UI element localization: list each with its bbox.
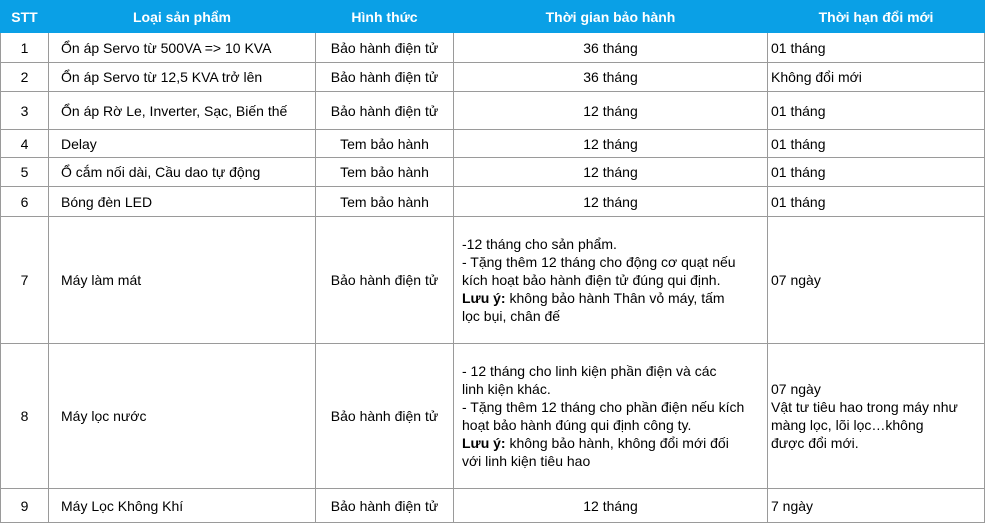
row-form: Bảo hành điện tử <box>316 63 454 92</box>
row-exchange: 01 tháng <box>768 33 985 63</box>
period-line: linh kiện khác. <box>462 381 551 397</box>
period-line: hoạt bảo hành đúng qui định công ty. <box>462 417 692 433</box>
exchange-line: Vật tư tiêu hao trong máy như <box>771 399 958 415</box>
table-row <box>1 92 985 130</box>
period-line: - Tặng thêm 12 tháng cho động cơ quạt nếu <box>462 254 736 270</box>
period-line: - 12 tháng cho linh kiện phần điện và các <box>462 363 717 379</box>
row-product: Ổ cắm nối dài, Cầu dao tự động <box>49 158 316 187</box>
period-line: kích hoạt bảo hành điện tử đúng qui định. <box>462 272 721 288</box>
row-stt: 8 <box>1 344 49 489</box>
row-form: Bảo hành điện tử <box>316 33 454 63</box>
row-product: Ổn áp Rờ Le, Inverter, Sạc, Biến thế <box>49 92 316 130</box>
row-exchange: 01 tháng <box>768 187 985 217</box>
table-row <box>1 187 985 217</box>
row-period: 12 tháng <box>454 187 768 217</box>
note-text: không bảo hành Thân vỏ máy, tấm <box>505 290 725 306</box>
row-exchange: 01 tháng <box>768 158 985 187</box>
row-product: Máy lọc nước <box>49 344 316 489</box>
row-period <box>454 217 768 344</box>
table-row <box>1 489 985 523</box>
row-form: Bảo hành điện tử <box>316 489 454 523</box>
row-product: Bóng đèn LED <box>49 187 316 217</box>
row-product: Máy Lọc Không Khí <box>49 489 316 523</box>
row-form: Tem bảo hành <box>316 130 454 158</box>
row-exchange: Không đổi mới <box>768 63 985 92</box>
row-stt: 7 <box>1 217 49 344</box>
row-exchange: 01 tháng <box>768 92 985 130</box>
row-stt: 9 <box>1 489 49 523</box>
period-note <box>462 289 764 307</box>
header-product: Loại sản phẩm <box>49 1 316 33</box>
row-product: Máy làm mát <box>49 217 316 344</box>
note-label: Lưu ý: <box>462 435 506 451</box>
header-form: Hình thức <box>316 1 454 33</box>
header-exchange: Thời hạn đổi mới <box>768 1 985 33</box>
table-row <box>1 63 985 92</box>
row-exchange <box>768 344 985 489</box>
period-line: - Tặng thêm 12 tháng cho phần điện nếu kích <box>462 399 745 415</box>
row-product: Ổn áp Servo từ 12,5 KVA trở lên <box>49 63 316 92</box>
row-period: 36 tháng <box>454 63 768 92</box>
table-row <box>1 344 985 489</box>
exchange-line: màng lọc, lõi lọc…không <box>771 417 924 433</box>
row-period: 12 tháng <box>454 158 768 187</box>
table-row <box>1 130 985 158</box>
exchange-line: 07 ngày <box>771 381 821 397</box>
row-product: Delay <box>49 130 316 158</box>
period-line: với linh kiện tiêu hao <box>462 453 591 469</box>
row-period: 12 tháng <box>454 92 768 130</box>
table-row <box>1 217 985 344</box>
row-stt: 1 <box>1 33 49 63</box>
header-period: Thời gian bảo hành <box>454 1 768 33</box>
header-row <box>1 1 985 33</box>
period-note <box>462 434 764 452</box>
row-form: Bảo hành điện tử <box>316 344 454 489</box>
row-form: Tem bảo hành <box>316 158 454 187</box>
exchange-line: được đổi mới. <box>771 435 859 451</box>
note-text: không bảo hành, không đổi mới đối <box>505 435 729 451</box>
row-product: Ổn áp Servo từ 500VA => 10 KVA <box>49 33 316 63</box>
header-stt: STT <box>1 1 49 33</box>
period-line: -12 tháng cho sản phẩm. <box>462 236 617 252</box>
row-form: Tem bảo hành <box>316 187 454 217</box>
row-stt: 4 <box>1 130 49 158</box>
table-row <box>1 33 985 63</box>
table-row <box>1 158 985 187</box>
row-exchange: 01 tháng <box>768 130 985 158</box>
row-form: Bảo hành điện tử <box>316 217 454 344</box>
note-label: Lưu ý: <box>462 290 506 306</box>
row-stt: 3 <box>1 92 49 130</box>
row-period: 36 tháng <box>454 33 768 63</box>
row-exchange: 07 ngày <box>768 217 985 344</box>
period-line: lọc bụi, chân đế <box>462 308 561 324</box>
row-period: 12 tháng <box>454 130 768 158</box>
row-stt: 6 <box>1 187 49 217</box>
row-exchange: 7 ngày <box>768 489 985 523</box>
row-period: 12 tháng <box>454 489 768 523</box>
row-stt: 5 <box>1 158 49 187</box>
row-stt: 2 <box>1 63 49 92</box>
row-period <box>454 344 768 489</box>
row-form: Bảo hành điện tử <box>316 92 454 130</box>
